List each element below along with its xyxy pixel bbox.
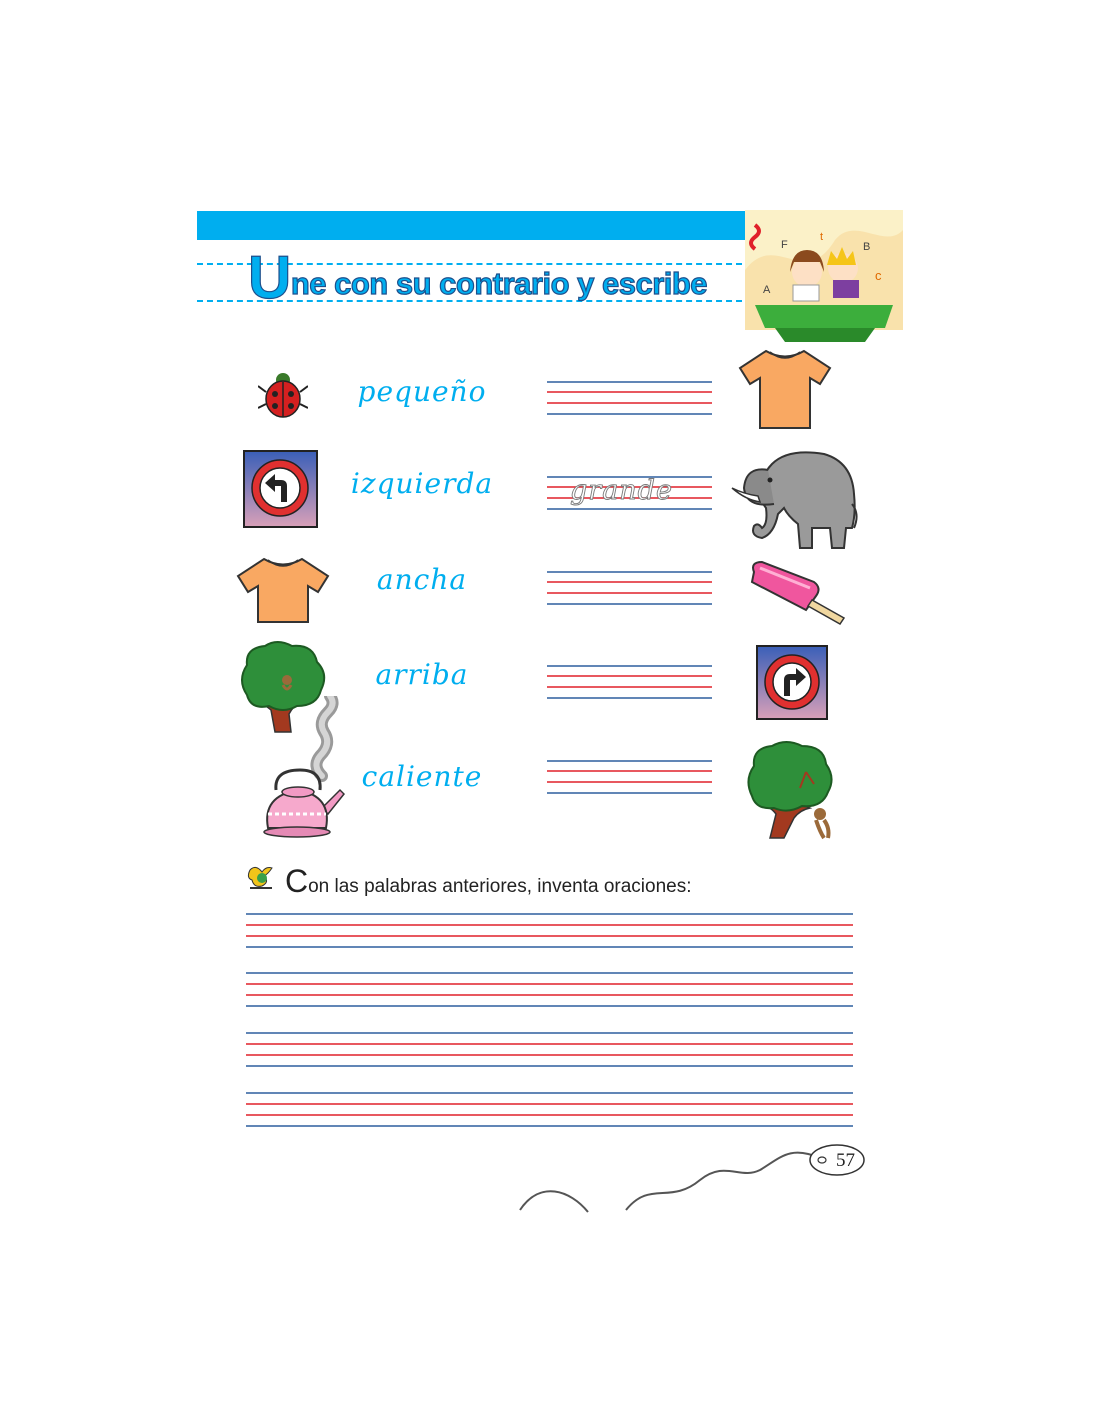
instruction-rest: on las palabras anteriores, inventa oraciones: (308, 876, 692, 897)
instruction-initial: C (285, 863, 309, 899)
sentence-lines-4 (246, 1093, 853, 1126)
turn-right-sign-icon (756, 645, 828, 720)
traced-answer-grande: grande (570, 475, 673, 506)
svg-text:F: F (781, 239, 788, 251)
page-number: 57 (836, 1150, 855, 1171)
title-text: ne con su contrario y escribe (290, 266, 708, 301)
svg-text:t: t (820, 231, 824, 243)
bird-icon (246, 864, 276, 890)
svg-text:A: A (763, 284, 771, 296)
sentence-lines-1 (246, 914, 853, 947)
ladybug-icon (258, 372, 308, 420)
title-initial: U (248, 244, 291, 311)
word-izquierda: izquierda (350, 467, 494, 500)
answer-lines-row-3 (547, 572, 712, 604)
popsicle-icon (748, 560, 846, 630)
sentence-lines-2 (246, 973, 853, 1006)
elephant-icon (728, 444, 860, 552)
sentence-lines-3 (246, 1033, 853, 1066)
tree-with-monkey-icon (744, 740, 836, 842)
word-ancha: ancha (376, 563, 468, 596)
word-caliente: caliente (361, 760, 483, 793)
turn-left-sign-icon (243, 450, 318, 528)
answer-lines-row-1 (547, 382, 712, 414)
answer-lines-row-5 (547, 761, 712, 793)
svg-text:B: B (863, 241, 871, 253)
word-arriba: arriba (375, 658, 469, 691)
tshirt-icon (738, 348, 832, 430)
instruction-text (285, 863, 692, 900)
answer-lines-row-4 (547, 666, 712, 698)
decorative-string (520, 1153, 820, 1212)
word-pequeno: pequeño (357, 375, 487, 408)
svg-text:c: c (875, 268, 882, 283)
